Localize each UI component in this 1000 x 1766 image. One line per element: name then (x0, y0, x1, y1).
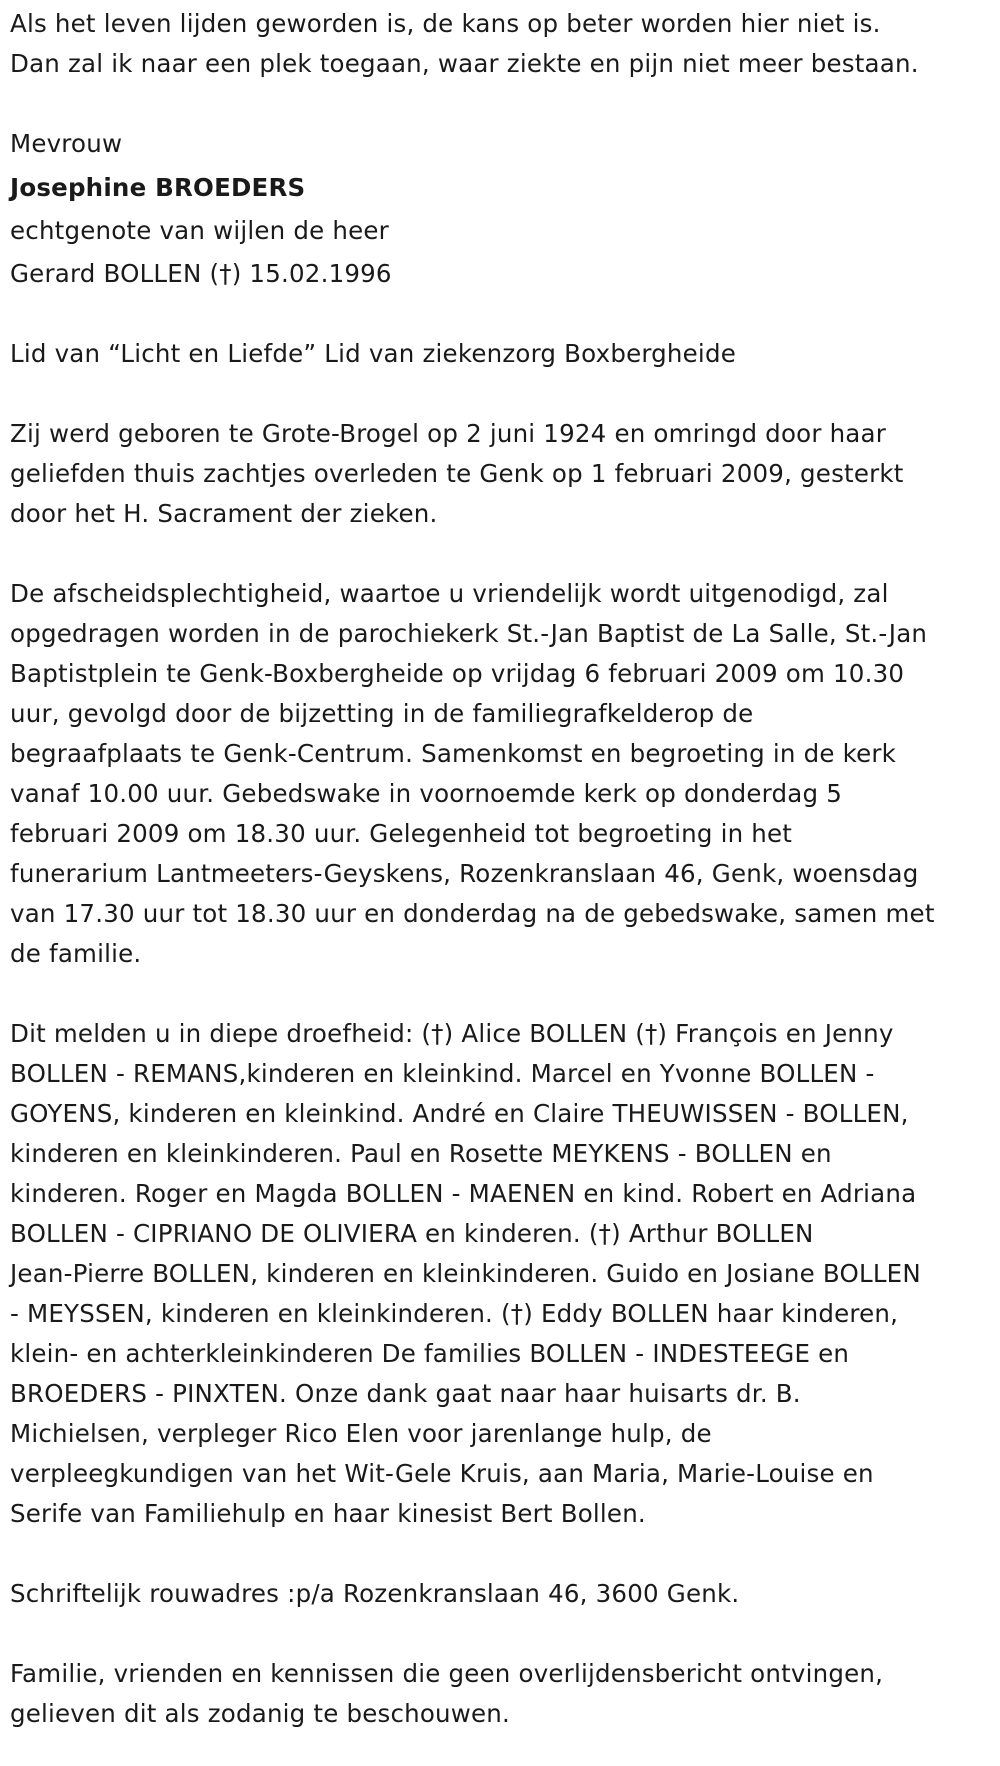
paragraph-line: De afscheidsplechtigheid, waartoe u vriendelijk wordt uitgenodigd, zal (10, 579, 889, 608)
address (10, 1574, 990, 1614)
poem-line: Dan zal ik naar een plek toegaan, waar ziekte en pijn niet meer bestaan. (10, 49, 919, 78)
closing-paragraph (10, 1654, 990, 1734)
paragraph-line: verpleegkundigen van het Wit-Gele Kruis, aan Maria, Marie-Louise en (10, 1459, 874, 1488)
deceased-name: Josephine BROEDERS (10, 173, 306, 202)
paragraph-line: Jean-Pierre BOLLEN, kinderen en kleinkinderen. Guido en Josiane BOLLEN (10, 1259, 921, 1288)
paragraph-line: Michielsen, verpleger Rico Elen voor jarenlange hulp, de (10, 1419, 712, 1448)
memberships-text: Lid van “Licht en Liefde” Lid van ziekenzorg Boxbergheide (10, 339, 736, 368)
spacer (10, 1534, 990, 1574)
spacer (10, 294, 990, 334)
paragraph-line: - MEYSSEN, kinderen en kleinkinderen. (†) Eddy BOLLEN haar kinderen, (10, 1299, 899, 1328)
paragraph-line: BROEDERS - PINXTEN. Onze dank gaat naar haar huisarts dr. B. (10, 1379, 801, 1408)
paragraph-line: Zij werd geboren te Grote-Brogel op 2 juni 1924 en omringd door haar (10, 419, 887, 448)
paragraph-line: uur, gevolgd door de bijzetting in de familiegrafkelderop de (10, 699, 754, 728)
address-text: Schriftelijk rouwadres :p/a Rozenkranslaan 46, 3600 Genk. (10, 1579, 740, 1608)
paragraph-line: GOYENS, kinderen en kleinkind. André en Claire THEUWISSEN - BOLLEN, (10, 1099, 909, 1128)
paragraph-line: de familie. (10, 939, 142, 968)
poem-line: Als het leven lijden geworden is, de kans op beter worden hier niet is. (10, 9, 881, 38)
paragraph-line: klein- en achterkleinkinderen De families BOLLEN - INDESTEEGE en (10, 1339, 850, 1368)
memberships (10, 334, 990, 374)
paragraph-line: van 17.30 uur tot 18.30 uur en donderdag na de gebedswake, samen met (10, 899, 935, 928)
birth-death-paragraph (10, 414, 990, 534)
relation-text: echtgenote van wijlen de heer (10, 216, 389, 245)
deceased-block (10, 124, 990, 294)
spacer (10, 84, 990, 124)
paragraph-line: funerarium Lantmeeters-Geyskens, Rozenkranslaan 46, Genk, woensdag (10, 859, 919, 888)
spacer (10, 1614, 990, 1654)
paragraph-line: opgedragen worden in de parochiekerk St.-Jan Baptist de La Salle, St.-Jan (10, 619, 928, 648)
paragraph-line: kinderen. Roger en Magda BOLLEN - MAENEN en kind. Robert en Adriana (10, 1179, 917, 1208)
ceremony-paragraph (10, 574, 990, 974)
paragraph-line: Familie, vrienden en kennissen die geen overlijdensbericht ontvingen, (10, 1659, 884, 1688)
paragraph-line: Baptistplein te Genk-Boxbergheide op vrijdag 6 februari 2009 om 10.30 (10, 659, 905, 688)
spacer (10, 374, 990, 414)
mourners-paragraph (10, 1014, 990, 1534)
spacer (10, 974, 990, 1014)
paragraph-line: geliefden thuis zachtjes overleden te Genk op 1 februari 2009, gesterkt (10, 459, 904, 488)
paragraph-line: door het H. Sacrament der zieken. (10, 499, 438, 528)
paragraph-line: BOLLEN - CIPRIANO DE OLIVIERA en kinderen. (†) Arthur BOLLEN (10, 1219, 814, 1248)
honorific: Mevrouw (10, 129, 123, 158)
paragraph-line: BOLLEN - REMANS,kinderen en kleinkind. Marcel en Yvonne BOLLEN - (10, 1059, 875, 1088)
paragraph-line: kinderen en kleinkinderen. Paul en Rosette MEYKENS - BOLLEN en (10, 1139, 832, 1168)
paragraph-line: Dit melden u in diepe droefheid: (†) Alice BOLLEN (†) François en Jenny (10, 1019, 894, 1048)
paragraph-line: begraafplaats te Genk-Centrum. Samenkomst en begroeting in de kerk (10, 739, 897, 768)
paragraph-line: gelieven dit als zodanig te beschouwen. (10, 1699, 511, 1728)
paragraph-line: vanaf 10.00 uur. Gebedswake in voornoemde kerk op donderdag 5 (10, 779, 842, 808)
poem (10, 4, 990, 84)
spacer (10, 534, 990, 574)
spouse-text: Gerard BOLLEN (†) 15.02.1996 (10, 259, 392, 288)
paragraph-line: Serife van Familiehulp en haar kinesist Bert Bollen. (10, 1499, 646, 1528)
paragraph-line: februari 2009 om 18.30 uur. Gelegenheid tot begroeting in het (10, 819, 793, 848)
